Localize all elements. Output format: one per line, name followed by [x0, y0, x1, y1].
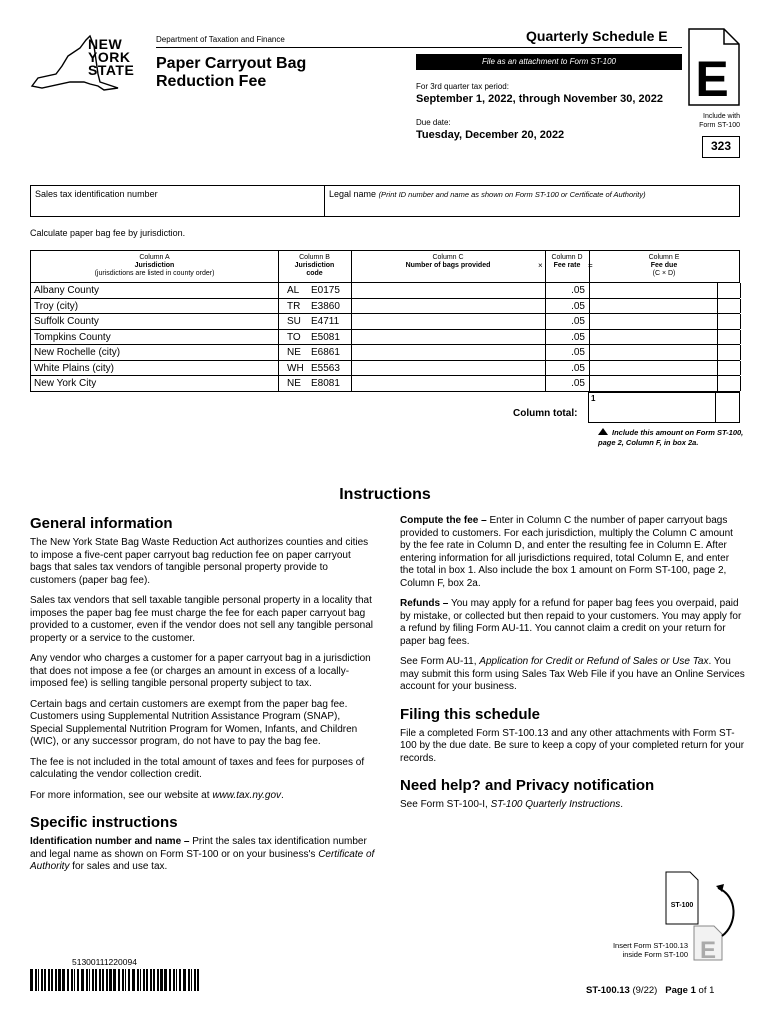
refunds-paragraph: Refunds – You may apply for a refund for paper bag fees you overpaid, paid by mistake, or collected but then repaid to your customers. You may apply for a refund by filing Form AU-11. You cannot claim a credit on your return for paper bag fees. [400, 598, 742, 647]
specific-paragraph: Identification number and name – Print the sales tax identification number and legal name as shown on Form ST-100 or on your business's Certificate of Authority for sales and use tax. [30, 836, 375, 872]
bags-provided-field[interactable] [352, 299, 545, 314]
legal-name-label: Legal name (Print ID number and name as shown on Form ST-100 or Certificate of Authority) [329, 189, 646, 199]
col-c-header: Column C Number of bags provided [405, 254, 491, 269]
website-paragraph: For more information, see our website at www.tax.ny.gov. [30, 789, 284, 801]
fee-due-cents-field[interactable] [718, 330, 740, 345]
col-a-header: Column A Jurisdiction (jurisdictions are listed in county order) [94, 254, 215, 277]
au11-paragraph: See Form AU-11, Application for Credit or Refund of Sales or Use Tax. You may submit this form using Sales Tax Web File if you have an Online Services account for your business. [400, 656, 745, 692]
filing-paragraph: File a completed Form ST-100.13 and any other attachments with Form ST-100 by the due date. Be sure to keep a copy of your completed return for your records. [400, 727, 745, 764]
table-header [30, 250, 740, 283]
jurisdiction-code: E0175 [311, 285, 340, 296]
barcode-icon [30, 969, 202, 991]
schedule-title: Quarterly Schedule E [526, 28, 668, 44]
jurisdiction-code: E8081 [311, 378, 340, 389]
bags-provided-field[interactable] [352, 376, 545, 391]
department-name: Department of Taxation and Finance [156, 35, 285, 44]
tax-id-label: Sales tax identification number [35, 189, 158, 199]
svg-text:ST-100: ST-100 [670, 902, 694, 909]
tax-id-field[interactable] [31, 198, 323, 216]
jurisdiction-name: Suffolk County [34, 316, 99, 327]
col-b-header: Column B Jurisdiction code [294, 254, 335, 277]
website-link[interactable]: www.tax.ny.gov [212, 789, 282, 801]
bags-provided-field[interactable] [352, 330, 545, 345]
include-note: Include with Form ST-100 [699, 113, 740, 129]
due-date-label: Due date: [416, 118, 451, 127]
fee-rate: .05 [571, 300, 585, 312]
equals-operator: = [588, 261, 593, 270]
bags-provided-field[interactable] [352, 361, 545, 376]
schedule-e-document-icon [688, 28, 740, 106]
fee-rate: .05 [571, 378, 585, 389]
jurisdiction-prefix: AL [287, 285, 300, 296]
jurisdiction-prefix: WH [287, 362, 304, 374]
svg-text:E: E [699, 937, 717, 962]
fee-due-field[interactable] [590, 314, 717, 329]
box-1-cents-field[interactable] [716, 392, 740, 423]
help-paragraph: See Form ST-100-I, ST-100 Quarterly Instructions. [400, 799, 624, 810]
jurisdiction-prefix: TR [287, 300, 301, 312]
instructions-heading: Instructions [339, 486, 431, 503]
insert-instruction: Insert Form ST-100.13 inside Form ST-100 [612, 941, 688, 959]
times-operator: × [538, 261, 543, 270]
fee-due-cents-field[interactable] [718, 299, 740, 314]
fee-due-cents-field[interactable] [718, 345, 740, 360]
jurisdiction-prefix: SU [287, 316, 301, 327]
specific-instructions-heading: Specific instructions [30, 814, 178, 831]
table-row [30, 345, 740, 361]
table-row [30, 314, 740, 330]
table-row [30, 299, 740, 315]
fee-table [30, 250, 740, 392]
jurisdiction-name: White Plains (city) [34, 362, 115, 374]
general-paragraph: The New York State Bag Waste Reduction Act authorizes counties and cities to impose a five-cent paper carryout bag reduction fee on paper carryout bags that sales tax vendors of tangible personal property provide to customers (paper bag fee). [30, 537, 369, 586]
jurisdiction-name: Albany County [34, 285, 100, 296]
bags-provided-field[interactable] [352, 314, 545, 329]
fee-due-cents-field[interactable] [718, 361, 740, 376]
header-rule [156, 47, 682, 48]
left-column [30, 515, 375, 882]
state-logo-text: NEW YORK STATE [88, 36, 135, 78]
help-heading: Need help? and Privacy notification [400, 777, 655, 794]
form-footer: ST-100.13 (9/22) Page 1 of 1 [586, 985, 715, 996]
fee-due-field[interactable] [590, 330, 717, 345]
right-column [400, 515, 745, 820]
col-e-header: Column E Fee due (C × D) [648, 254, 680, 277]
jurisdiction-name: Tompkins County [34, 331, 111, 343]
calc-intro: Calculate paper bag fee by jurisdiction. [30, 228, 186, 238]
bags-provided-field[interactable] [352, 345, 545, 360]
jurisdiction-code: E6861 [311, 347, 340, 358]
jurisdiction-name: New York City [34, 378, 97, 389]
fee-due-field[interactable] [590, 376, 717, 391]
barcode-number: 51300111220094 [72, 957, 137, 967]
fee-rate: .05 [571, 347, 585, 358]
fee-due-cents-field[interactable] [718, 376, 740, 391]
general-paragraph: The fee is not included in the total amount of taxes and fees for purposes of calculating the vendor collection credit. [30, 756, 365, 780]
fee-due-field[interactable] [590, 345, 717, 360]
jurisdiction-code: E5563 [311, 362, 340, 374]
box-1-total-field[interactable]: 1 [588, 392, 716, 423]
fee-rate: .05 [571, 362, 585, 374]
period-value: September 1, 2022, through November 30, 2022 [416, 93, 663, 105]
col-d-header: Column D Fee rate [551, 254, 583, 269]
jurisdiction-prefix: NE [287, 378, 301, 389]
jurisdiction-name: Troy (city) [34, 300, 79, 312]
table-row [30, 361, 740, 377]
general-paragraph: Certain bags and certain customers are exempt from the paper bag fee. Customers using Supplemental Nutrition Assistance Program (SNAP), Special Supplemental Nutrition Program for Women, Infants, and Children (WIC), or any successor program, do not have to pay the bag fee. [30, 698, 358, 747]
fee-due-field[interactable] [590, 299, 717, 314]
jurisdiction-code: E5081 [311, 331, 340, 343]
filing-heading: Filing this schedule [400, 705, 541, 723]
general-paragraph: Sales tax vendors that sell taxable tangible personal property in a locality that imposes the paper bag fee must charge the fee for each paper carryout bag provided to a customer, even if the vendor does not sell any tangible personal property or a service to the customer. [30, 595, 373, 644]
fee-due-cents-field[interactable] [718, 283, 740, 298]
jurisdiction-code: E4711 [311, 316, 340, 327]
fee-due-field[interactable] [590, 361, 717, 376]
compute-paragraph: Compute the fee – Enter in Column C the number of paper carryout bags provided to customers. For each jurisdiction, multiply the Column C amount by the fee rate in Column D, and enter the resulting fee in Column E. After entering information for all jurisdictions required, total Column E, and enter the total in box 1. Also include the box 1 amount on Form ST-100, page 2, Column F, box 2a. [400, 515, 733, 589]
jurisdiction-code: E3860 [311, 300, 340, 312]
legal-name-field[interactable] [325, 198, 739, 216]
fee-due-field[interactable] [590, 283, 717, 298]
fee-due-cents-field[interactable] [718, 314, 740, 329]
general-info-heading: General information [30, 515, 173, 532]
table-body [30, 283, 740, 392]
form-code-box: 323 [702, 136, 740, 158]
due-date-value: Tuesday, December 20, 2022 [416, 129, 565, 141]
total-note: Include this amount on Form ST-100, page 2, Column F, in box 2a. [598, 428, 744, 447]
table-row [30, 283, 740, 299]
jurisdiction-name: New Rochelle (city) [34, 347, 121, 358]
bags-provided-field[interactable] [352, 283, 545, 298]
column-total-label: Column total: [513, 408, 578, 419]
general-paragraph: Any vendor who charges a customer for a paper carryout bag in a jurisdiction that does not impose a fee (or charges an amount in excess of a locally-imposed fee) is selling tangible personal property subject to tax. [30, 653, 371, 689]
jurisdiction-prefix: TO [287, 331, 301, 343]
jurisdiction-prefix: NE [287, 347, 301, 358]
table-row [30, 376, 740, 392]
attachment-banner: File as an attachment to Form ST-100 [416, 54, 682, 70]
svg-text:E: E [695, 51, 729, 106]
form-title: Paper Carryout Bag Reduction Fee [156, 55, 307, 90]
fee-rate: .05 [571, 331, 585, 343]
period-label: For 3rd quarter tax period: [416, 82, 509, 91]
fee-rate: .05 [571, 285, 585, 296]
fee-rate: .05 [571, 316, 585, 327]
table-row [30, 330, 740, 346]
